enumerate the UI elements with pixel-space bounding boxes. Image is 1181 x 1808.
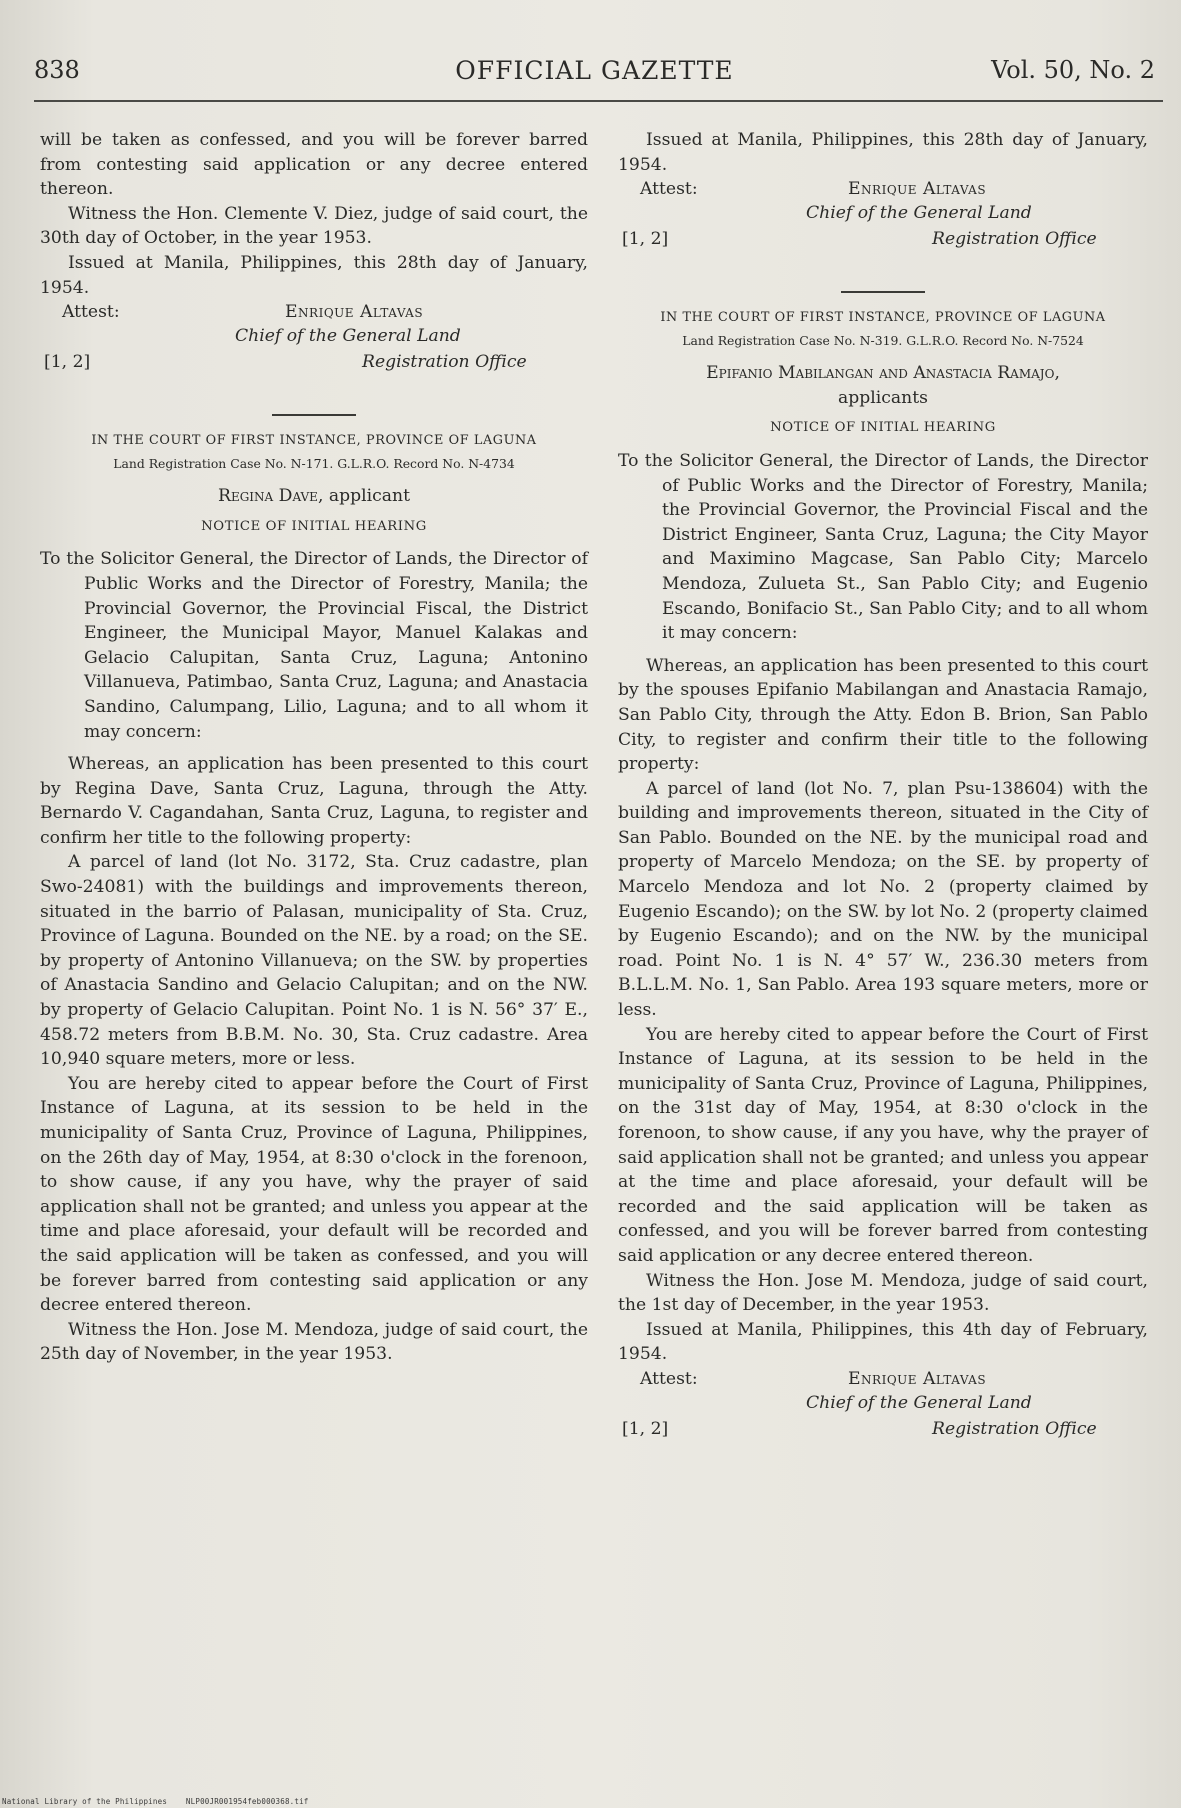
court-heading: IN THE COURT OF FIRST INSTANCE, PROVINCE OF LAGUNA	[91, 433, 537, 449]
issue-reference: [1, 2]	[44, 352, 91, 373]
issue-reference: [1, 2]	[622, 229, 669, 250]
scan-footer	[2, 1797, 309, 1806]
witness-paragraph: Witness the Hon. Clemente V. Diez, judge of said court, the 30th day of October, in the year 1953.	[40, 203, 588, 249]
whereas-paragraph: Whereas, an application has been presented to this court by the spouses Epifanio Mabilangan and Anastacia Ramajo, San Pablo City, through the Atty. Edon B. Brion, San Pablo City, to register and confirm their title to the following property:	[618, 655, 1148, 775]
carryover-paragraph: will be taken as confessed, and you will be forever barred from contesting said application or any decree entered thereon.	[40, 130, 588, 200]
attest-title-line2: Registration Office	[932, 229, 1097, 250]
applicant-name: Regina Dave	[218, 486, 318, 507]
issued-paragraph: Issued at Manila, Philippines, this 4th day of February, 1954.	[618, 1319, 1148, 1365]
volume-number: Vol. 50, No. 2	[991, 56, 1155, 84]
attestation-block	[618, 1367, 1148, 1465]
attestation-block	[618, 177, 1148, 275]
citation-paragraph: You are hereby cited to appear before the Court of First Instance of Laguna, at its session to be held in the municipality of Santa Cruz, Province of Laguna, Philippines, on the 26th day of May, 1954, at 8:30 o'clock in the forenoon, to show cause, if any you have, why the prayer of said application shall not be granted; and unless you appear at the time and place aforesaid, your default will be recorded and the said application will be taken as confessed, and you will be forever barred from contesting said application or any decree entered thereon.	[40, 1073, 588, 1316]
notice-heading: NOTICE OF INITIAL HEARING	[770, 420, 996, 436]
left-column	[40, 128, 588, 1367]
attest-title-line1: Chief of the General Land	[806, 1392, 1032, 1413]
attest-label: Attest:	[640, 1368, 698, 1389]
applicant-names: Epifanio Mabilangan and Anastacia Ramajo,	[706, 363, 1060, 384]
attest-name: Enrique Altavas	[285, 302, 424, 323]
court-heading: IN THE COURT OF FIRST INSTANCE, PROVINCE OF LAGUNA	[660, 310, 1106, 326]
issued-paragraph: Issued at Manila, Philippines, this 28th day of January, 1954.	[618, 130, 1148, 175]
header-rule	[34, 100, 1163, 102]
page-number: 838	[34, 56, 80, 84]
attest-label: Attest:	[640, 179, 698, 200]
section-separator	[272, 414, 356, 416]
attest-title-line1: Chief of the General Land	[806, 203, 1032, 224]
case-number: Land Registration Case No. N-171. G.L.R.O. Record No. N-4734	[113, 456, 515, 472]
right-column	[618, 128, 1148, 1465]
attest-title-line2: Registration Office	[932, 1418, 1097, 1439]
attestation-block	[40, 300, 588, 398]
page-header	[34, 56, 1155, 96]
issued-paragraph: Issued at Manila, Philippines, this 28th day of January, 1954.	[40, 252, 588, 298]
addressees-paragraph: To the Solicitor General, the Director of Lands, the Director of Public Works and the Director of Forestry, Manila; the Provincial Governor, the Provincial Fiscal and the District Engineer, Santa Cruz, Laguna; the City Mayor and Maximino Magcase, San Pablo City; Marcelo Mendoza, Zulueta St., San Pablo City; and Eugenio Escando, Bonifacio St., San Pablo City; and to all whom it may concern:	[618, 450, 1148, 644]
addressees-paragraph: To the Solicitor General, the Director of Lands, the Director of Public Works and the Director of Forestry, Manila; the Provincial Governor, the Provincial Fiscal, the District Engineer, the Municipal Mayor, Manuel Kalakas and Gelacio Calupitan, Santa Cruz, Laguna; Antonino Villanueva, Patimbao, Santa Cruz, Laguna; and Anastacia Sandino, Calumpang, Lilio, Laguna; and to all whom it may concern:	[40, 549, 588, 742]
notice-heading: NOTICE OF INITIAL HEARING	[201, 518, 427, 534]
attest-name: Enrique Altavas	[848, 179, 987, 200]
issue-reference: [1, 2]	[622, 1418, 669, 1439]
applicant-role: applicants	[838, 387, 928, 408]
witness-paragraph: Witness the Hon. Jose M. Mendoza, judge of said court, the 25th day of November, in the year 1953.	[40, 1319, 588, 1365]
attest-label: Attest:	[62, 302, 120, 323]
applicant-line	[618, 361, 1148, 410]
applicant-role: , applicant	[317, 486, 410, 507]
scan-file-name: NLP00JR001954feb000368.tif	[185, 1797, 309, 1806]
case-number: Land Registration Case No. N-319. G.L.R.O. Record No. N-7524	[682, 333, 1084, 349]
citation-paragraph: You are hereby cited to appear before the Court of First Instance of Laguna, at its session to be held in the municipality of Santa Cruz, Province of Laguna, Philippines, on the 31st day of May, 1954, at 8:30 o'clock in the forenoon, to show cause, if any you have, why the prayer of said application shall not be granted; and unless you appear at the time and place aforesaid, your default will be recorded and the said application will be taken as confessed, and you will be forever barred from contesting said application or any decree entered thereon.	[618, 1024, 1148, 1266]
applicant-line	[40, 484, 588, 509]
witness-paragraph: Witness the Hon. Jose M. Mendoza, judge of said court, the 1st day of December, in the year 1953.	[618, 1270, 1148, 1316]
property-paragraph: A parcel of land (lot No. 3172, Sta. Cruz cadastre, plan Swo-24081) with the buildings and improvements thereon, situated in the barrio of Palasan, municipality of Sta. Cruz, Province of Laguna. Bounded on the NE. by a road; on the SE. by property of Antonino Villanueva; on the SW. by properties of Anastacia Sandino and Gelacio Calupitan; and on the NW. by property of Gelacio Calupitan. Point No. 1 is N. 56° 37′ E., 458.72 meters from B.B.M. No. 30, Sta. Cruz cadastre. Area 10,940 square meters, more or less.	[40, 852, 588, 1070]
attest-title-line1: Chief of the General Land	[235, 326, 461, 347]
attest-title-line2: Registration Office	[362, 352, 527, 373]
scan-credit: National Library of the Philippines	[2, 1797, 168, 1806]
whereas-paragraph: Whereas, an application has been presented to this court by Regina Dave, Santa Cruz, Laguna, through the Atty. Bernardo V. Cagandahan, Santa Cruz, Laguna, to register and confirm her title to the following property:	[40, 754, 588, 848]
property-paragraph: A parcel of land (lot No. 7, plan Psu-138604) with the building and improvements thereon, situated in the City of San Pablo. Bounded on the NE. by the municipal road and property of Marcelo Mendoza; on the SE. by property of Marcelo Mendoza and lot No. 2 (property claimed by Eugenio Escando); on the SW. by lot No. 2 (property claimed by Eugenio Escando); and on the NW. by the municipal road. Point No. 1 is N. 4° 57′ W., 236.30 meters from B.L.L.M. No. 1, San Pablo. Area 193 square meters, more or less.	[618, 778, 1148, 1021]
publication-title: OFFICIAL GAZETTE	[455, 56, 734, 85]
attest-name: Enrique Altavas	[848, 1368, 987, 1389]
section-separator	[841, 291, 925, 293]
